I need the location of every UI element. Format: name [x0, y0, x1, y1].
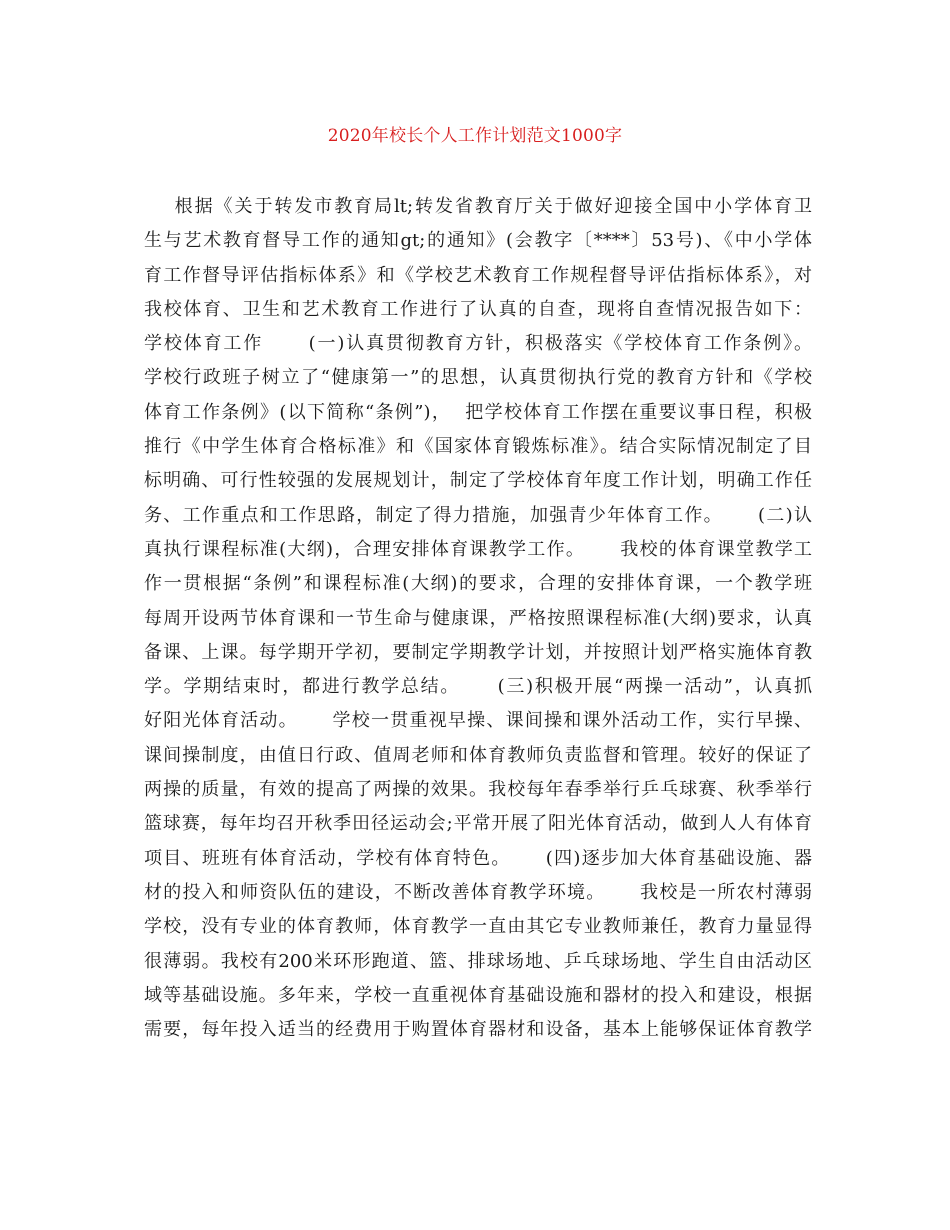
body-line: 域等基础设施。多年来，学校一直重视体育基础设施和器材的投入和建设，根据	[144, 984, 812, 1006]
body-line: 生与艺术教育督导工作的通知gt;的通知》(会教字〔****〕53号)、《中小学体	[144, 230, 812, 252]
body-line: 需要，每年投入适当的经费用于购置体育器材和设备，基本上能够保证体育教学	[144, 1019, 812, 1041]
body-line: 我校体育、卫生和艺术教育工作进行了认真的自查，现将自查情况报告如下：	[144, 298, 812, 320]
body-line: 学校行政班子树立了“健康第一”的思想，认真贯彻执行党的教育方针和《学校	[144, 367, 812, 389]
body-line: 作一贯根据“条例”和课程标准(大纲)的要求，合理的安排体育课，一个教学班	[144, 573, 812, 595]
body-line: 真执行课程标准(大纲)，合理安排体育课教学工作。 我校的体育课堂教学工	[144, 538, 812, 560]
body-line: 项目、班班有体育活动，学校有体育特色。 (四)逐步加大体育基础设施、器	[144, 847, 812, 869]
body-line: 务、工作重点和工作思路，制定了得力措施，加强青少年体育工作。 (二)认	[144, 504, 812, 526]
body-line: 课间操制度，由值日行政、值周老师和体育教师负责监督和管理。较好的保证了	[144, 744, 812, 766]
body-line: 篮球赛，每年均召开秋季田径运动会;平常开展了阳光体育活动，做到人人有体育	[144, 813, 812, 835]
body-line: 标明确、可行性较强的发展规划计，制定了学校体育年度工作计划，明确工作任	[144, 470, 812, 492]
body-line: 很薄弱。我校有200米环形跑道、篮、排球场地、乒乓球场地、学生自由活动区	[144, 950, 812, 972]
body-line: 育工作督导评估指标体系》和《学校艺术教育工作规程督导评估指标体系》，对	[144, 264, 812, 286]
body-line: 推行《中学生体育合格标准》和《国家体育锻炼标准》。结合实际情况制定了目	[144, 436, 812, 458]
body-line: 根据《关于转发市教育局lt;转发省教育厅关于做好迎接全国中小学体育卫	[144, 196, 812, 217]
body-line: 两操的质量，有效的提高了两操的效果。我校每年春季举行乒乓球赛、秋季举行	[144, 779, 812, 801]
body-line: 好阳光体育活动。 学校一贯重视早操、课间操和课外活动工作，实行早操、	[144, 710, 812, 732]
body-line: 学校，没有专业的体育教师，体育教学一直由其它专业教师兼任，教育力量显得	[144, 916, 812, 938]
document-title: 2020年校长个人工作计划范文1000字	[327, 126, 623, 146]
body-line: 学。学期结束时，都进行教学总结。 (三)积极开展“两操一活动”，认真抓	[144, 676, 812, 698]
body-line: 材的投入和师资队伍的建设，不断改善体育教学环境。 我校是一所农村薄弱	[144, 881, 812, 903]
body-line: 学校体育工作 (一)认真贯彻教育方针，积极落实《学校体育工作条例》。	[144, 333, 812, 355]
body-line: 体育工作条例》(以下简称“条例”)， 把学校体育工作摆在重要议事日程，积极	[144, 401, 812, 423]
document-body	[144, 190, 812, 1047]
body-line: 每周开设两节体育课和一节生命与健康课，严格按照课程标准(大纲)要求，认真	[144, 607, 812, 629]
body-line: 备课、上课。每学期开学初，要制定学期教学计划，并按照计划严格实施体育教	[144, 641, 812, 663]
